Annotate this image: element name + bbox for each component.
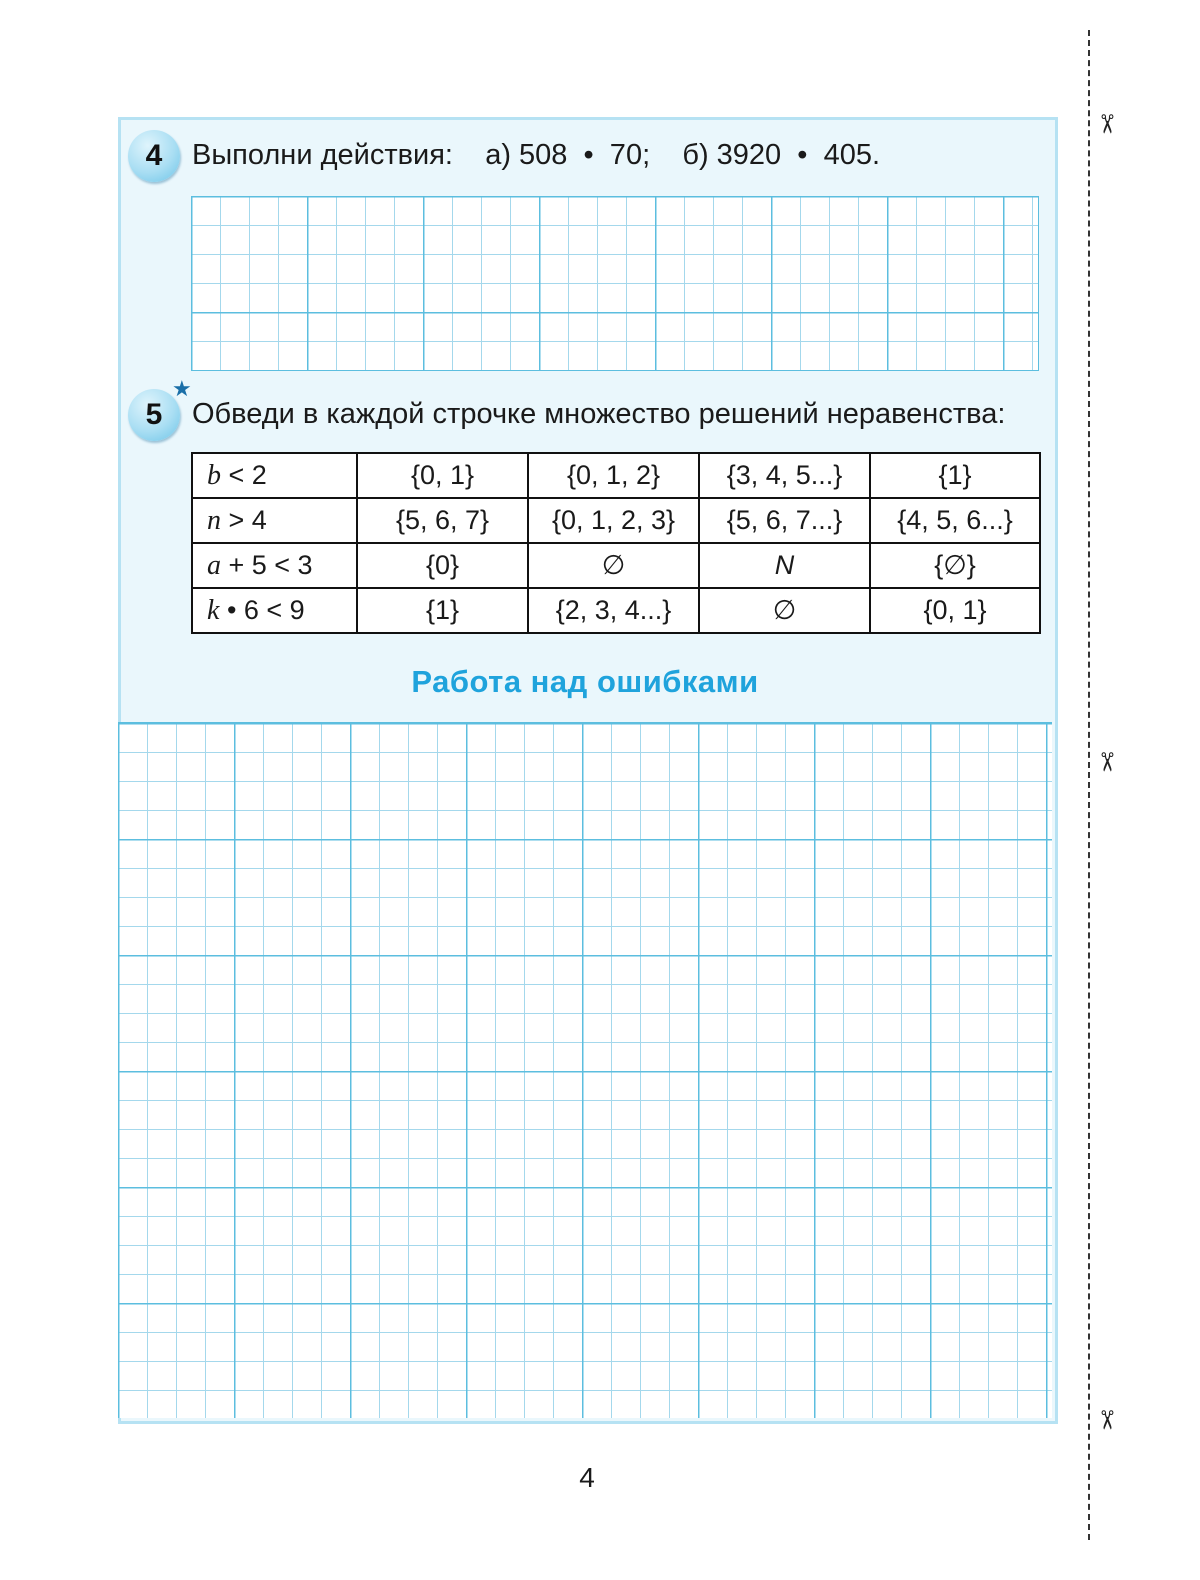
scissors-icon: ✂ bbox=[1091, 113, 1121, 135]
variable-symbol: a bbox=[207, 549, 221, 581]
solution-set-option[interactable]: {5, 6, 7} bbox=[357, 498, 528, 543]
solution-set-option[interactable]: {∅} bbox=[870, 543, 1040, 588]
inequality-cell bbox=[192, 543, 357, 588]
task-5-number-badge: 5 bbox=[128, 389, 180, 441]
inequality-cell bbox=[192, 588, 357, 633]
table-row bbox=[192, 588, 1040, 633]
inequality-rest: < 2 bbox=[221, 459, 267, 490]
inequality-rest: > 4 bbox=[221, 504, 267, 535]
inequality-cell bbox=[192, 453, 357, 498]
inequality-cell bbox=[192, 498, 357, 543]
task-4-number-badge: 4 bbox=[128, 130, 180, 182]
inequality-rest: + 5 < 3 bbox=[221, 549, 313, 580]
table-row bbox=[192, 453, 1040, 498]
solution-set-option[interactable]: {0, 1, 2} bbox=[528, 453, 699, 498]
task-4-answer-grid[interactable] bbox=[191, 196, 1039, 371]
star-icon: ★ bbox=[172, 377, 192, 402]
inequality-rest: • 6 < 9 bbox=[219, 594, 305, 625]
solution-set-option[interactable]: {4, 5, 6...} bbox=[870, 498, 1040, 543]
solution-set-option[interactable]: {0} bbox=[357, 543, 528, 588]
table-row bbox=[192, 543, 1040, 588]
solution-set-option[interactable]: {0, 1} bbox=[357, 453, 528, 498]
variable-symbol: n bbox=[207, 504, 221, 536]
task-4-instruction: Выполни действия: а) 508 • 70; б) 3920 • 405. bbox=[192, 139, 881, 171]
variable-symbol: k bbox=[207, 594, 220, 626]
solution-set-option[interactable]: {0, 1} bbox=[870, 588, 1040, 633]
scissors-icon: ✂ bbox=[1091, 751, 1121, 773]
variable-symbol: b bbox=[207, 459, 221, 491]
page-number: 4 bbox=[579, 1462, 595, 1493]
table-row bbox=[192, 498, 1040, 543]
cut-line bbox=[1088, 30, 1090, 1540]
solution-set-option[interactable]: {2, 3, 4...} bbox=[528, 588, 699, 633]
scissors-icon: ✂ bbox=[1091, 1409, 1121, 1431]
solution-set-option[interactable]: {1} bbox=[357, 588, 528, 633]
task-5-instruction: Обведи в каждой строчке множество решений неравенства: bbox=[192, 398, 1006, 430]
error-work-grid[interactable] bbox=[118, 722, 1052, 1418]
solution-set-option[interactable]: {3, 4, 5...} bbox=[699, 453, 870, 498]
solution-set-option[interactable]: ∅ bbox=[699, 588, 870, 633]
solution-set-option[interactable]: ∅ bbox=[528, 543, 699, 588]
inequality-table bbox=[191, 452, 1041, 634]
solution-set-option[interactable]: {5, 6, 7...} bbox=[699, 498, 870, 543]
solution-set-option[interactable]: N bbox=[699, 543, 870, 588]
solution-set-option[interactable]: {0, 1, 2, 3} bbox=[528, 498, 699, 543]
solution-set-option[interactable]: {1} bbox=[870, 453, 1040, 498]
section-title: Работа над ошибками bbox=[411, 664, 759, 699]
